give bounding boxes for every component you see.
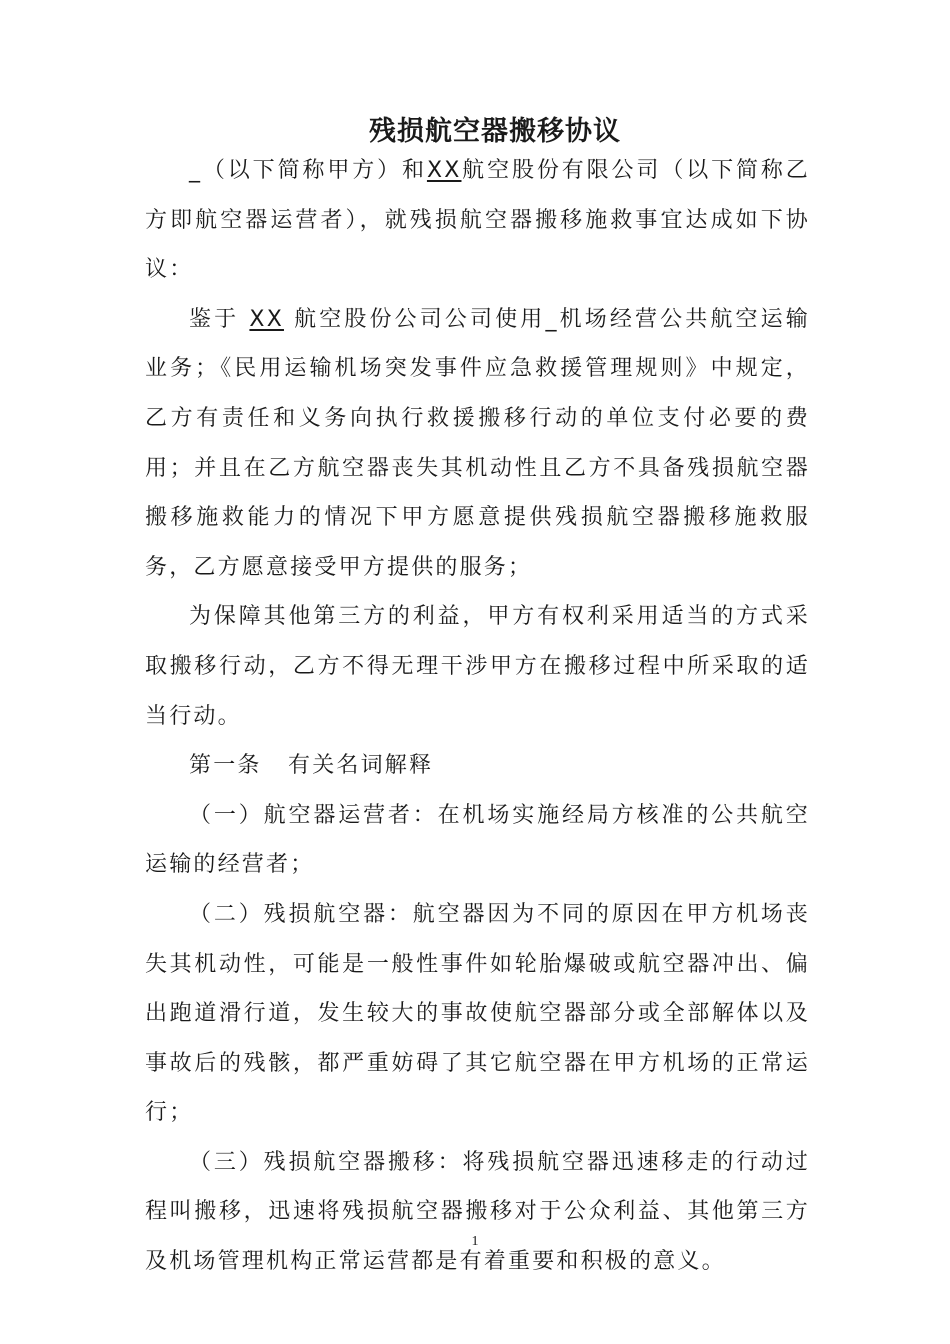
page-number: 1 (471, 1234, 479, 1249)
document-body (145, 146, 810, 1287)
recital-text-1: 鉴于 (189, 306, 240, 332)
party-a-blank: _ (189, 158, 203, 183)
recital-text-3: 机场经营公共航空运输业务；《民用运输机场突发事件应急救援管理规则》中规定，乙方有责任和义务向执行救援搬移行动的单位支付必要的费用；并且在乙方航空器丧失其机动性且乙方不具备残损航空器搬移施救能力的情况下甲方愿意提供残损航空器搬移施救服务，乙方愿意接受甲方提供的服务； (145, 306, 810, 580)
recital-text-2: 航空股份公司公司使用 (294, 306, 546, 332)
recital-paragraph (145, 295, 810, 593)
intro-paragraph (145, 146, 810, 295)
airport-blank: _ (545, 306, 559, 332)
definition-item: （一）航空器运营者：在机场实施经局方核准的公共航空运输的经营者； (145, 802, 810, 878)
article-number: 第一条 (189, 753, 262, 779)
article-title: 有关名词解释 (288, 753, 434, 779)
definition-item: （三）残损航空器搬移：将残损航空器迅速移走的行动过程叫搬移，迅速将残损航空器搬移对于公众利益、其他第三方及机场管理机构正常运营都是有着重要和积极的意义。 (145, 1149, 810, 1275)
intro-text-2: 航空股份有限公司（以下简称乙方即航空器运营者），就残损航空器搬移施救事宜达成如下协议： (145, 158, 810, 283)
company-name: XX (426, 158, 462, 183)
recital-company-name: XX (249, 306, 284, 332)
article-heading (145, 741, 810, 791)
document-title: 残损航空器搬移协议 (369, 116, 621, 148)
intro-text-1: （以下简称甲方）和 (202, 158, 427, 183)
third-party-paragraph: 为保障其他第三方的利益，甲方有权利采用适当的方式采取搬移行动，乙方不得无理干涉甲方在搬移过程中所采取的适当行动。 (145, 604, 810, 729)
definition-item: （二）残损航空器：航空器因为不同的原因在甲方机场丧失其机动性，可能是一般性事件如轮胎爆破或航空器冲出、偏出跑道滑行道，发生较大的事故使航空器部分或全部解体以及事故后的残骸，都严重妨碍了其它航空器在甲方机场的正常运行； (145, 901, 810, 1126)
